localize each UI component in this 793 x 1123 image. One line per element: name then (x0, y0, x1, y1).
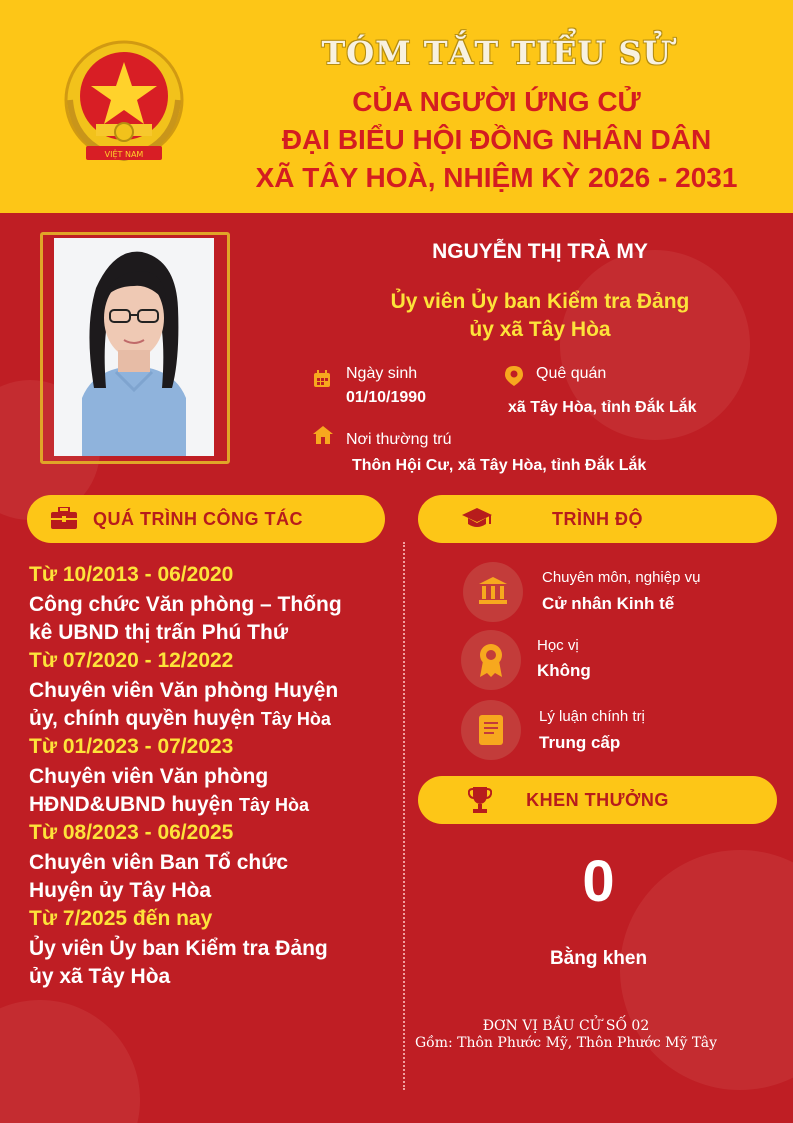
icon-badge (461, 630, 521, 690)
dob-label: Ngày sinh (346, 365, 418, 382)
role-line: Ủy viên Ủy ban Kiểm tra Đảng (390, 290, 690, 313)
book-icon (479, 715, 503, 745)
education-title: TRÌNH ĐỘ (552, 509, 643, 529)
role-line: ủy xã Tây Hòa (469, 318, 611, 341)
candidate-name: NGUYỄN THỊ TRÀ MY (432, 240, 648, 263)
work-position (29, 763, 394, 819)
portrait-photo (54, 238, 214, 456)
icon-badge (461, 700, 521, 760)
position-line: Công chức Văn phòng – Thống (29, 593, 342, 616)
constituency-areas: Gồm: Thôn Phước Mỹ, Thôn Phước Mỹ Tây (414, 1035, 718, 1051)
decor-circle (0, 1000, 140, 1123)
dob-value: 01/10/1990 (346, 389, 427, 406)
briefcase-icon (51, 507, 77, 529)
residence-value: Thôn Hội Cư, xã Tây Hòa, tỉnh Đắk Lắk (352, 457, 647, 474)
award-type: Bằng khen (549, 948, 648, 969)
work-history-title: QUÁ TRÌNH CÔNG TÁC (93, 509, 303, 529)
position-line: ủy xã Tây Hòa (29, 965, 171, 988)
awards-header (418, 776, 777, 824)
work-position (29, 935, 394, 991)
national-emblem-icon (56, 36, 192, 170)
position-line: Huyện ủy Tây Hòa (29, 879, 212, 902)
location-pin-icon (505, 366, 523, 386)
page-title: TÓM TẮT TIỂU SỬ (321, 34, 672, 72)
work-period: Từ 01/2023 - 07/2023 (29, 735, 234, 758)
position-line: ủy, chính quyền huyện Tây Hòa (29, 707, 331, 730)
calendar-icon (313, 370, 331, 388)
home-icon (313, 426, 333, 444)
residence-label: Nơi thường trú (346, 431, 452, 448)
education-label: Học vị (537, 637, 579, 654)
position-line: HĐND&UBND huyện Tây Hòa (29, 793, 310, 816)
constituency-label: ĐƠN VỊ BẦU CỬ SỐ 02 (482, 1018, 650, 1034)
position-line: Ủy viên Ủy ban Kiểm tra Đảng (29, 937, 328, 960)
education-value: Trung cấp (539, 733, 621, 752)
column-divider (403, 542, 405, 1090)
education-value: Không (537, 661, 591, 680)
education-header (418, 495, 777, 543)
institution-icon (479, 577, 507, 605)
subtitle-line: CỦA NGƯỜI ỨNG CỬ (352, 86, 641, 117)
award-ribbon-icon (478, 643, 504, 677)
work-period: Từ 10/2013 - 06/2020 (29, 563, 234, 586)
candidate-role (320, 288, 760, 344)
emblem-label: VIỆT NAM (104, 150, 144, 159)
education-value: Cử nhân Kinh tế (542, 594, 675, 613)
position-line: Chuyên viên Ban Tổ chức (29, 851, 289, 874)
work-position (29, 677, 394, 733)
work-period: Từ 7/2025 đến nay (29, 907, 213, 930)
award-count: 0 (582, 849, 615, 914)
position-line: Chuyên viên Văn phòng Huyện (29, 679, 339, 702)
education-label: Lý luận chính trị (539, 708, 645, 725)
work-period: Từ 07/2020 - 12/2022 (29, 649, 234, 672)
hometown-value: xã Tây Hòa, tỉnh Đắk Lắk (508, 399, 697, 416)
subtitle-line: XÃ TÂY HOÀ, NHIỆM KỲ 2026 - 2031 (255, 162, 738, 193)
work-position (29, 849, 394, 905)
awards-title: KHEN THƯỞNG (526, 790, 669, 810)
work-period: Từ 08/2023 - 06/2025 (29, 821, 234, 844)
position-line: kê UBND thị trấn Phú Thứ (29, 621, 289, 644)
subtitle-line: ĐẠI BIỂU HỘI ĐỒNG NHÂN DÂN (281, 124, 712, 155)
work-history-header (27, 495, 385, 543)
hometown-label: Quê quán (536, 365, 607, 382)
work-position (29, 591, 394, 647)
icon-badge (463, 562, 523, 622)
position-line: Chuyên viên Văn phòng (29, 765, 269, 788)
education-label: Chuyên môn, nghiệp vụ (542, 569, 701, 586)
